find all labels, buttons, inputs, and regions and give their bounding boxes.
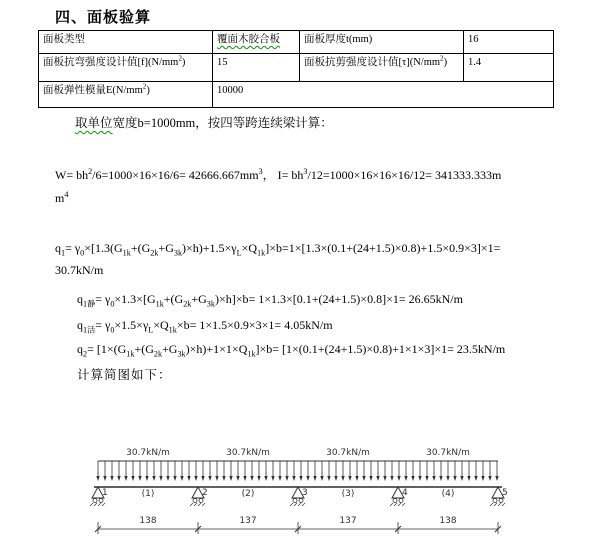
load-arrowhead-icon [278,476,281,481]
span-label: (4) [441,489,455,499]
load-arrowhead-icon [376,476,379,481]
load-arrowhead-icon [159,476,162,481]
ground-hatch-icon [198,503,201,506]
section-title: 四、面板验算 [55,9,152,26]
load-value-label: 30.7kN/m [226,448,270,458]
cell-shear-strength-label: 面板抗剪强度设计值$[\tau](N/mm^2)$ [300,54,464,82]
load-arrowhead-icon [292,476,295,481]
dimension-value: 137 [339,516,357,526]
q2-load-formula: $q_2= [1\times(G_{1k}+(G_{2k}+G_{3k})\times h)+1\times 1\times Q_{1k}]\times b= [1\times(0.1+(24+1.5)\times 0.8)+1\times 1\times 3]\times 1= 23.5kN/m$ [77,342,506,359]
roller-icon [399,499,403,503]
formula-line: $m^4$ [55,190,69,205]
load-arrowhead-icon [418,476,421,481]
load-arrowhead-icon [474,476,477,481]
cell-elastic-modulus-label: 面板弹性模量$E(N/mm^2)$ [39,82,213,108]
roller-icon [493,499,497,503]
load-arrowhead-icon [481,476,484,481]
span-label: (3) [341,489,355,499]
cell-bending-strength-label: 面板抗弯强度设计值$[f](N/mm^2)$ [39,54,213,82]
load-arrowhead-icon [334,476,337,481]
ground-hatch-icon [494,503,497,506]
q1-static-load-formula: $q_{1静}= \gamma_0\times 1.3\times[G_{1k}+(G_{2k}+G_{3k})\times h]\times b= 1\times 1.3\times[0.1+(24+1.5)\times 0.8]\times 1= 26.65kN/m$ [77,292,463,309]
ground-hatch-icon [102,503,105,506]
cell-bending-strength-value: 15 [213,54,300,82]
load-arrowhead-icon [299,476,302,481]
ground-hatch-icon [394,503,397,506]
q1-load-formula [55,241,500,285]
cell-thickness-label: 面板厚度t(mm) [300,31,464,54]
q1-live-load-formula: $q_{1活}= \gamma_0\times 1.5\times\gamma_L\times Q_{1k}\times b= 1\times 1.5\times 0.9\times 3\times 1= 4.05kN/m$ [77,318,333,335]
ground-hatch-icon [294,503,297,506]
dimension-value: 138 [439,516,457,526]
load-arrowhead-icon [467,476,470,481]
beam-diagram [0,443,603,543]
section-modulus-formula [55,166,501,216]
load-arrowhead-icon [194,476,197,481]
load-arrowhead-icon [166,476,169,481]
load-arrowhead-icon [425,476,428,481]
intro-paragraph: 取单位宽度b=1000mm，按四等跨连续梁计算： [75,116,333,130]
load-arrowhead-icon [257,476,260,481]
dimension-value: 138 [139,516,157,526]
load-arrowhead-icon [404,476,407,481]
load-arrowhead-icon [243,476,246,481]
load-arrowhead-icon [271,476,274,481]
span-label: (2) [241,489,255,499]
support-number: 1 [102,488,108,498]
load-arrowhead-icon [446,476,449,481]
load-arrowhead-icon [236,476,239,481]
load-arrowhead-icon [306,476,309,481]
load-arrowhead-icon [117,476,120,481]
load-arrowhead-icon [495,476,498,481]
load-arrowhead-icon [453,476,456,481]
support-number: 4 [402,488,408,498]
load-arrowhead-icon [432,476,435,481]
span-label: (1) [141,489,155,499]
load-arrowhead-icon [222,476,225,481]
load-arrowhead-icon [201,476,204,481]
roller-icon [193,499,197,503]
diagram-caption: 计算简图如下： [77,368,172,382]
load-arrowhead-icon [250,476,253,481]
load-arrowhead-icon [145,476,148,481]
load-arrowhead-icon [397,476,400,481]
ground-hatch-icon [94,503,97,506]
load-arrowhead-icon [180,476,183,481]
load-value-label: 30.7kN/m [326,448,370,458]
ground-hatch-icon [298,503,301,506]
load-arrowhead-icon [96,476,99,481]
roller-icon [93,499,97,503]
ground-hatch-icon [290,503,293,506]
formula-line: 30.7kN/m [55,263,104,277]
load-value-label: 30.7kN/m [126,448,170,458]
table-row [39,54,554,82]
ground-hatch-icon [202,503,205,506]
formula-line: $q_1= \gamma_0\times[1.3(G_{1k}+(G_{2k}+G_{3k})\times h)+1.5\times\gamma_L\times Q_{1k}]\times b=1\times[1.3\times(0.1+(24+1.5)\times 0.8)+1.5\times 0.9\times 3]\times 1=$ [55,241,501,258]
ground-hatch-icon [502,503,505,506]
load-arrowhead-icon [131,476,134,481]
load-arrowhead-icon [138,476,141,481]
load-arrowhead-icon [229,476,232,481]
load-arrowhead-icon [264,476,267,481]
roller-icon [199,499,203,503]
formula-line: $W= bh^2/6=1000\times 16\times 16/6= 42666.667mm^3$， $I= bh^3/12=1000\times 16\times 16\times 16/12= 341333.333m$ [55,167,502,182]
load-arrowhead-icon [110,476,113,481]
roller-icon [499,499,503,503]
ground-hatch-icon [498,503,501,506]
roller-icon [299,499,303,503]
ground-hatch-icon [194,503,197,506]
table-row [39,31,554,54]
dimension-value: 137 [239,516,257,526]
load-arrowhead-icon [313,476,316,481]
load-arrowhead-icon [383,476,386,481]
load-arrowhead-icon [124,476,127,481]
load-arrowhead-icon [411,476,414,481]
cell-shear-strength-value: 1.4 [464,54,554,82]
ground-hatch-icon [98,503,101,506]
load-arrowhead-icon [327,476,330,481]
table-row [39,82,554,108]
cell-thickness-value: 16 [464,31,554,54]
load-arrowhead-icon [348,476,351,481]
load-arrowhead-icon [341,476,344,481]
load-arrowhead-icon [488,476,491,481]
load-arrowhead-icon [355,476,358,481]
load-arrowhead-icon [285,476,288,481]
load-arrowhead-icon [390,476,393,481]
load-arrowhead-icon [460,476,463,481]
roller-icon [393,499,397,503]
load-arrowhead-icon [362,476,365,481]
support-number: 2 [202,488,208,498]
roller-icon [293,499,297,503]
load-arrowhead-icon [173,476,176,481]
ground-hatch-icon [402,503,405,506]
load-arrowhead-icon [187,476,190,481]
load-arrowhead-icon [152,476,155,481]
ground-hatch-icon [302,503,305,506]
ground-hatch-icon [190,503,193,506]
ground-hatch-icon [390,503,393,506]
load-arrowhead-icon [320,476,323,481]
ground-hatch-icon [490,503,493,506]
load-arrowhead-icon [215,476,218,481]
cell-panel-type-value: 覆面木胶合板 [213,31,300,54]
support-number: 3 [302,488,308,498]
load-arrowhead-icon [103,476,106,481]
ground-hatch-icon [90,503,93,506]
support-number: 5 [502,488,508,498]
cell-elastic-modulus-value: 10000 [213,82,554,108]
ground-hatch-icon [398,503,401,506]
panel-parameters-table [38,30,554,108]
roller-icon [99,499,103,503]
cell-panel-type-label: 面板类型 [39,31,213,54]
load-arrowhead-icon [439,476,442,481]
load-arrowhead-icon [208,476,211,481]
load-arrowhead-icon [369,476,372,481]
load-value-label: 30.7kN/m [426,448,470,458]
